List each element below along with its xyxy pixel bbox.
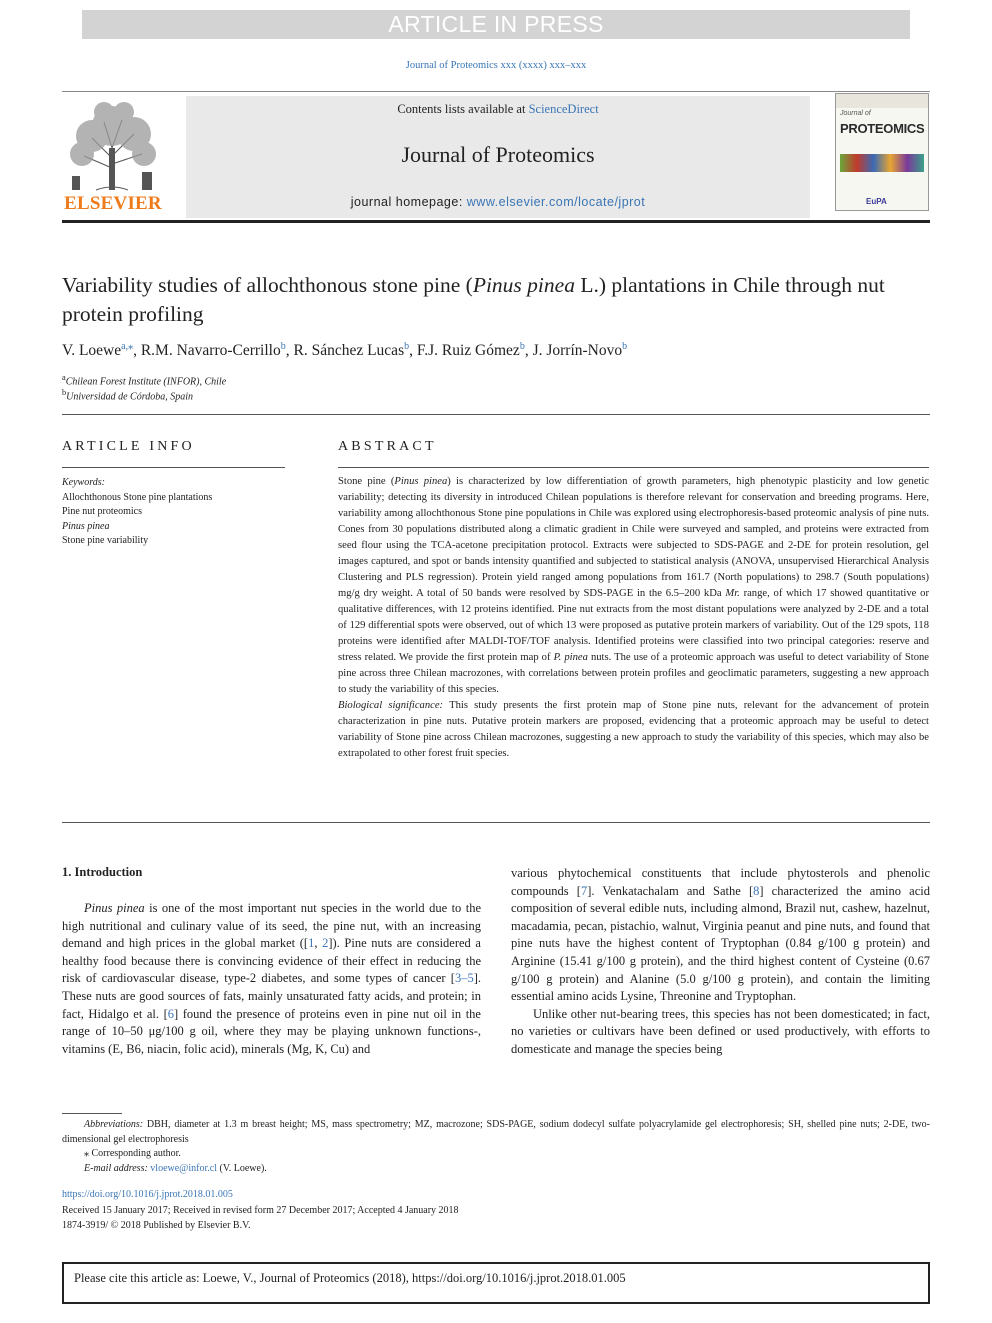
- journal-cover-image: [835, 93, 929, 211]
- keywords-block: [62, 476, 285, 549]
- journal-header: [62, 91, 930, 223]
- footnotes: [62, 1118, 930, 1176]
- author-name[interactable]: V. Loewe: [62, 342, 122, 360]
- contents-line: Contents lists available at ScienceDirect: [397, 102, 599, 116]
- publication-dates: Received 15 January 2017; Received in revised form 27 December 2017; Accepted 4 January 2018: [62, 1204, 459, 1216]
- publication-info: [62, 1187, 930, 1234]
- citation-link[interactable]: 2: [322, 936, 329, 951]
- keyword-item: Pine nut proteomics: [62, 506, 142, 517]
- author-name[interactable]: R.M. Navarro-Cerrillo: [140, 342, 281, 360]
- citation-link[interactable]: 8: [753, 883, 760, 898]
- divider: [338, 467, 929, 468]
- sciencedirect-link[interactable]: ScienceDirect: [528, 102, 599, 116]
- journal-reference-link[interactable]: Journal of Proteomics xxx (xxxx) xxx–xxx: [405, 60, 587, 71]
- citation-link[interactable]: 6: [167, 1006, 175, 1021]
- keyword-item: Pinus pinea: [62, 520, 110, 532]
- copyright-line: 1874-3919/ © 2018 Published by Elsevier B.V.: [62, 1220, 251, 1231]
- author-name[interactable]: F.J. Ruiz Gómez: [416, 342, 520, 360]
- affiliation-a: $^a$Chilean Forest Institute (INFOR), Chile: [62, 373, 227, 388]
- footnote-divider: [62, 1113, 122, 1114]
- citation-link[interactable]: 7: [580, 883, 588, 898]
- cover-footer-label: EuPA: [866, 197, 887, 206]
- email-link[interactable]: vloewe@infor.cl: [150, 1162, 217, 1174]
- article-title: Variability studies of allochthonous stone pine (Pinus pinea L.) plantations in Chile through nut protein profiling: [62, 273, 885, 326]
- journal-title: Journal of Proteomics: [401, 142, 595, 167]
- abstract-body: [338, 474, 929, 762]
- keywords-label: Keywords:: [62, 477, 105, 488]
- introduction-heading: 1. Introduction: [62, 865, 143, 879]
- citation-text: Please cite this article as: Loewe, V., Journal of Proteomics (2018), https://doi.org/10.1016/j.jprot.2018.01.005: [74, 1271, 626, 1285]
- intro-paragraph: Pinus pinea is one of the most important nut species in the world due to the high nutritional and culinary value of its seed, the pine nut, with an increasing demand and high prices in the global market ([1, 2]). Pine nuts are considered a healthy food because there is convincing evidence of their effect in reducing the risk of cardiovascular disease, type-2 diabetes, and some types of cancer [3–5]. These nuts are good sources of fats, mainly unsaturated fatty acids, and protein; in fact, Hidalgo et al. [6] found the presence of proteins even in pine nut oil in the range of 10–50 μg/100 g oil, where they may be playing unknown functions-, vitamins (E, B6, niacin, folic acid), minerals (Mg, K, Cu) and: [62, 901, 482, 1056]
- author-list: V. Loewe$^{a,⁎}$, R.M. Navarro-Cerrillo$^b$, R. Sánchez Lucas$^b$, F.J. Ruiz Gómez$^b$, J. Jorrín-Novo$^b$: [62, 341, 628, 360]
- divider: [62, 414, 930, 415]
- cover-journal-name: PROTEOMICS: [840, 121, 925, 136]
- citation-link[interactable]: 1: [308, 936, 315, 951]
- intro-paragraph: Unlike other nut-bearing trees, this species has not been domesticated; in fact, no varieties or cultivars have been defined or used productively, with efforts to domesticate and manage the species being: [511, 1006, 930, 1056]
- keyword-item: Allochthonous Stone pine plantations: [62, 491, 213, 503]
- journal-info-panel: [186, 96, 810, 218]
- cover-image-strip: [840, 154, 924, 172]
- author-name[interactable]: R. Sánchez Lucas: [293, 342, 405, 360]
- abstract-heading: ABSTRACT: [338, 439, 437, 454]
- affiliation-b: $^b$Universidad de Córdoba, Spain: [62, 388, 194, 403]
- citation-box: [62, 1262, 930, 1304]
- intro-right-column: [511, 865, 930, 1059]
- corresponding-author-footnote: ⁎ Corresponding author.: [84, 1148, 181, 1159]
- journal-homepage-link[interactable]: www.elsevier.com/locate/jprot: [466, 195, 646, 209]
- abstract-paragraph: Stone pine (Pinus pinea) is characterized by low differentiation of growth parameters, high phenotypic plasticity and low genetic variability; detecting its diversity in introduced Chilean populations is therefore relevant for conservation and breeding programs. Here, variability among allochthonous Stone pine populations in Chile was explored using electrophoresis-based proteomic analysis of pine nuts. Cones from 30 populations distributed along a climatic gradient in Chile were surveyed and sampled, and proteins were extracted from seed flour using the TCA-acetone precipitation protocol. Extracts were subjected to SDS-PAGE and 2-DE for protein resolution, gel images captured, and spot or bands intensity quantified and subjected to statistical analysis (ANOVA, unsupervised Hierarchical Analysis Clustering and PLS regression). Protein yield ranged among populations from 161.7 (North populations) to 298.7 (South populations) mg/g dry weight. A total of 50 bands were resolved by SDS-PAGE in the 6.5–200 kDa Mr. range, of which 17 showed quantitative or qualitative differences, with 12 proteins identified. Pine nut extracts from the most distant populations were analyzed by 2-DE and a total of 129 differential spots were observed, out of which 13 were proposed as putative protein markers of variability. Out of the 129 spots, 118 proteins were identified after MALDI-TOF/TOF analysis. Identified proteins were classified into two principal categories: reserve and stress related. We provide the first protein map of P. pinea nuts. The use of a proteomic approach was useful to detect variability of Stone pine across three Chilean macrozones, with correlations between protein profiles and geoclimatic parameters, suggesting a new approach to study the variability of this species.: [338, 476, 929, 695]
- author-affiliation-marker[interactable]: b: [404, 341, 410, 352]
- citation-doi[interactable]: https://doi.org/10.1016/j.jprot.2018.01.005: [412, 1271, 626, 1285]
- keyword-item: Stone pine variability: [62, 535, 149, 546]
- author-affiliation-marker[interactable]: b: [622, 341, 628, 352]
- author-affiliation-marker[interactable]: a,⁎: [121, 341, 134, 352]
- divider: [62, 822, 930, 823]
- intro-left-column: [62, 900, 481, 1058]
- author-affiliation-marker[interactable]: b: [280, 341, 286, 352]
- email-footnote: E-mail address: vloewe@infor.cl (V. Loewe).: [84, 1162, 267, 1174]
- abbreviations-footnote: Abbreviations: DBH, diameter at 1.3 m breast height; MS, mass spectrometry; MZ, macrozone; SDS-PAGE, sodium dodecyl sulfate polyacrylamide gel electrophoresis; SH, shelled pine nuts; 2-DE, two-dimensional gel electrophoresis: [62, 1119, 930, 1145]
- journal-homepage-line: journal homepage: www.elsevier.com/locate/jprot: [350, 195, 646, 209]
- biological-significance-paragraph: Biological significance: This study presents the first protein map of Stone pine nuts, relevant for the advancement of protein characterization in pine nuts. Putative protein markers are proposed, evidencing that a proteomic approach may be useful to detect variability of Stone pine across Chilean macrozones, suggesting a new approach to study the variability of this species, which may also be extrapolated to other forest fruit species.: [338, 700, 930, 759]
- intro-paragraph: various phytochemical constituents that include phytosterols and phenolic compounds [7]. Venkatachalam and Sathe [8] characterized the amino acid composition of several edible nuts, including almond, Brazil nut, cashew, hazelnut, macadamia, pecan, pistachio, walnut, Virginia peanut and pine nuts, and found that pine nuts have the highest content of Tryptophan (0.84 g/100 g protein) and Arginine (15.41 g/100 g protein), and the third highest content of Cysteine (0.67 g/100 g protein) and Alanine (5.0 g/100 g protein), and contain the limiting essential amino acids Lysine, Threonine and Tryptophan.: [511, 866, 930, 1004]
- article-in-press-banner: ARTICLE IN PRESS: [82, 10, 910, 39]
- author-name[interactable]: J. Jorrín-Novo: [532, 342, 623, 360]
- cover-small-label: Journal of: [840, 110, 871, 117]
- divider: [62, 467, 285, 468]
- citation-link[interactable]: 3–5: [454, 971, 474, 986]
- author-affiliation-marker[interactable]: b: [519, 341, 525, 352]
- doi-link[interactable]: https://doi.org/10.1016/j.jprot.2018.01.005: [62, 1189, 233, 1200]
- article-info-heading: ARTICLE INFO: [62, 439, 195, 454]
- elsevier-wordmark: ELSEVIER: [64, 193, 162, 214]
